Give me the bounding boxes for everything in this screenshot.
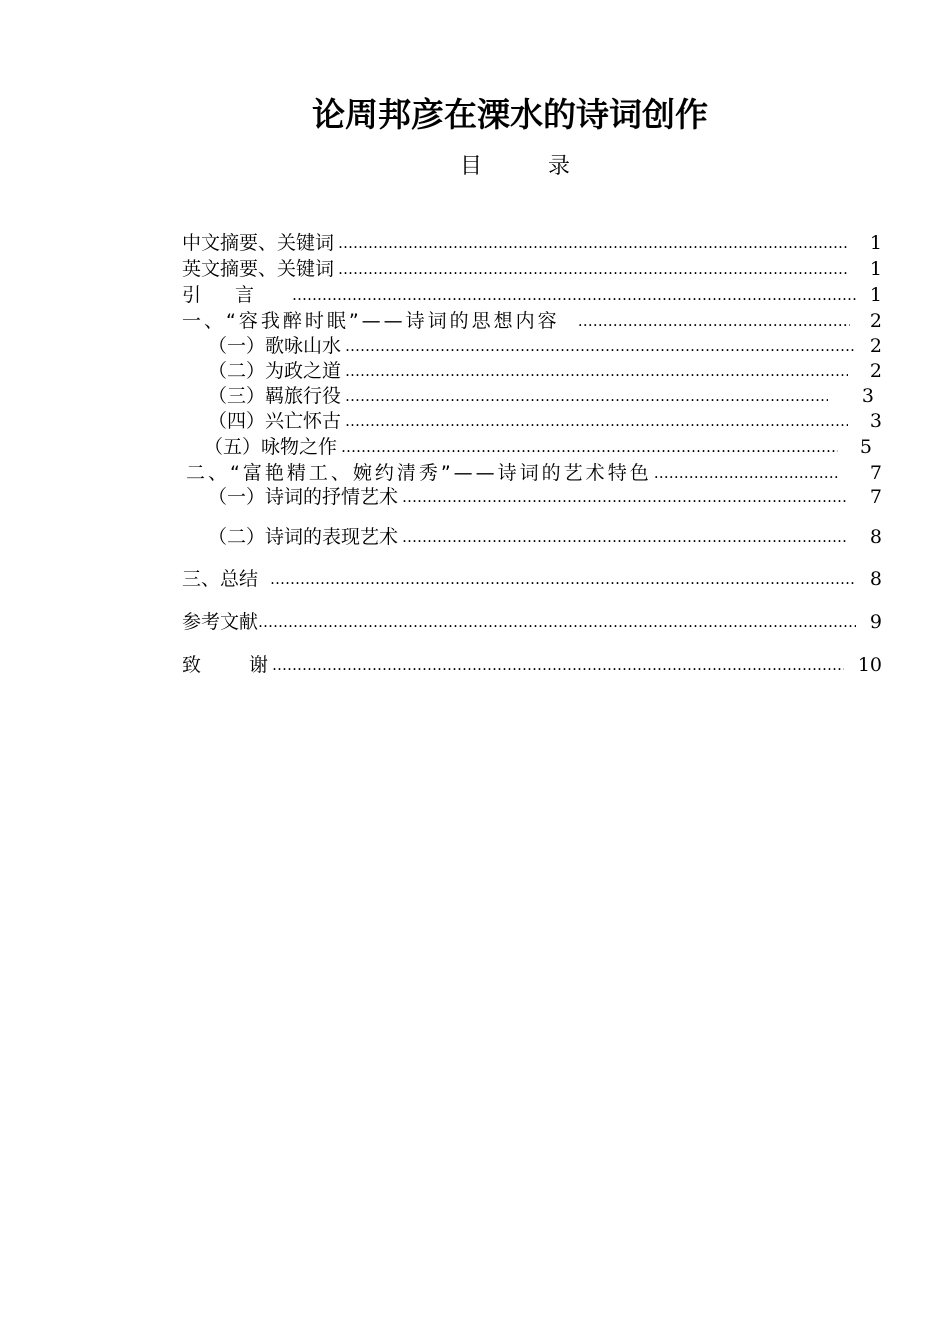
toc-entry-label: 一、“容我醉时眠”——诗词的思想内容: [182, 310, 560, 332]
toc-entry-page: 2: [869, 310, 882, 332]
toc-leader-dots: [402, 524, 848, 550]
toc-entry-label: 英文摘要、关键词: [182, 258, 335, 280]
toc-entry-label: 三、总结: [182, 568, 259, 590]
toc-entry-section-1-5[interactable]: [204, 434, 840, 460]
toc-entry-section-1-2[interactable]: [208, 358, 850, 384]
toc-entry-label: （二）为政之道: [208, 360, 342, 382]
toc-heading: [460, 152, 570, 182]
toc-entry-page: 9: [869, 611, 882, 633]
toc-entry-label: 致谢: [182, 654, 317, 676]
toc-entry-english-abstract[interactable]: [182, 256, 850, 282]
toc-leader-dots: [292, 282, 856, 308]
toc-entry-label: 中文摘要、关键词: [182, 232, 335, 254]
toc-entry-page: 5: [859, 436, 872, 458]
toc-leader-dots: [272, 652, 844, 678]
toc-entry-conclusion[interactable]: [182, 566, 858, 592]
toc-entry-chapter-1[interactable]: [182, 308, 852, 334]
toc-entry-label: （四）兴亡怀古: [208, 410, 342, 432]
toc-entry-page: 2: [869, 335, 882, 357]
toc-leader-dots: [338, 256, 848, 282]
toc-entry-introduction[interactable]: [182, 282, 858, 308]
toc-entry-page: 10: [857, 654, 882, 676]
toc-leader-dots: [338, 230, 848, 256]
toc-entry-label: 参考文献: [182, 611, 259, 633]
toc-leader-dots: [345, 383, 828, 409]
toc-entry-chinese-abstract[interactable]: [182, 230, 850, 256]
toc-entry-page: 7: [869, 462, 882, 484]
toc-heading-char-1: 目: [460, 154, 483, 179]
toc-entry-page: 1: [869, 258, 882, 280]
toc-entry-section-1-3[interactable]: [208, 383, 830, 409]
toc-entry-chapter-2[interactable]: [186, 460, 842, 486]
toc-entry-label: 引言: [182, 284, 289, 306]
toc-entry-page: 1: [869, 284, 882, 306]
toc-leader-dots: [578, 308, 850, 334]
toc-entry-page: 7: [869, 486, 882, 508]
toc-leader-dots: [402, 484, 848, 510]
toc-entry-acknowledgements[interactable]: [182, 652, 846, 678]
toc-entry-page: 3: [869, 410, 882, 432]
toc-entry-label: （五）咏物之作: [204, 436, 338, 458]
toc-leader-dots: [654, 460, 840, 486]
toc-entry-section-1-1[interactable]: [208, 333, 858, 359]
toc-entry-label: （一）诗词的抒情艺术: [208, 486, 399, 508]
toc-entry-label: （三）羁旅行役: [208, 385, 342, 407]
toc-entry-page: 8: [869, 526, 882, 548]
toc-leader-dots: [345, 333, 856, 359]
toc-entry-label: （一）歌咏山水: [208, 335, 342, 357]
toc-entry-page: 3: [861, 385, 874, 407]
toc-leader-dots: [345, 358, 848, 384]
toc-leader-dots: [341, 434, 838, 460]
toc-leader-dots: [345, 408, 848, 434]
toc-entry-page: 2: [869, 360, 882, 382]
toc-entry-section-1-4[interactable]: [208, 408, 850, 434]
page-title: 论周邦彦在溧水的诗词创作: [312, 95, 708, 134]
toc-entry-section-2-1[interactable]: [208, 484, 850, 510]
toc-heading-char-2: 录: [547, 154, 570, 179]
toc-entry-section-2-2[interactable]: [208, 524, 850, 550]
toc-leader-dots: [270, 566, 856, 592]
toc-entry-label: 二、“富艳精工、婉约清秀”——诗词的艺术特色: [186, 462, 652, 484]
toc-leader-dots: [258, 609, 856, 635]
toc-entry-page: 8: [869, 568, 882, 590]
toc-entry-references[interactable]: [182, 609, 858, 635]
toc-entry-page: 1: [869, 232, 882, 254]
toc-entry-label: （二）诗词的表现艺术: [208, 526, 399, 548]
